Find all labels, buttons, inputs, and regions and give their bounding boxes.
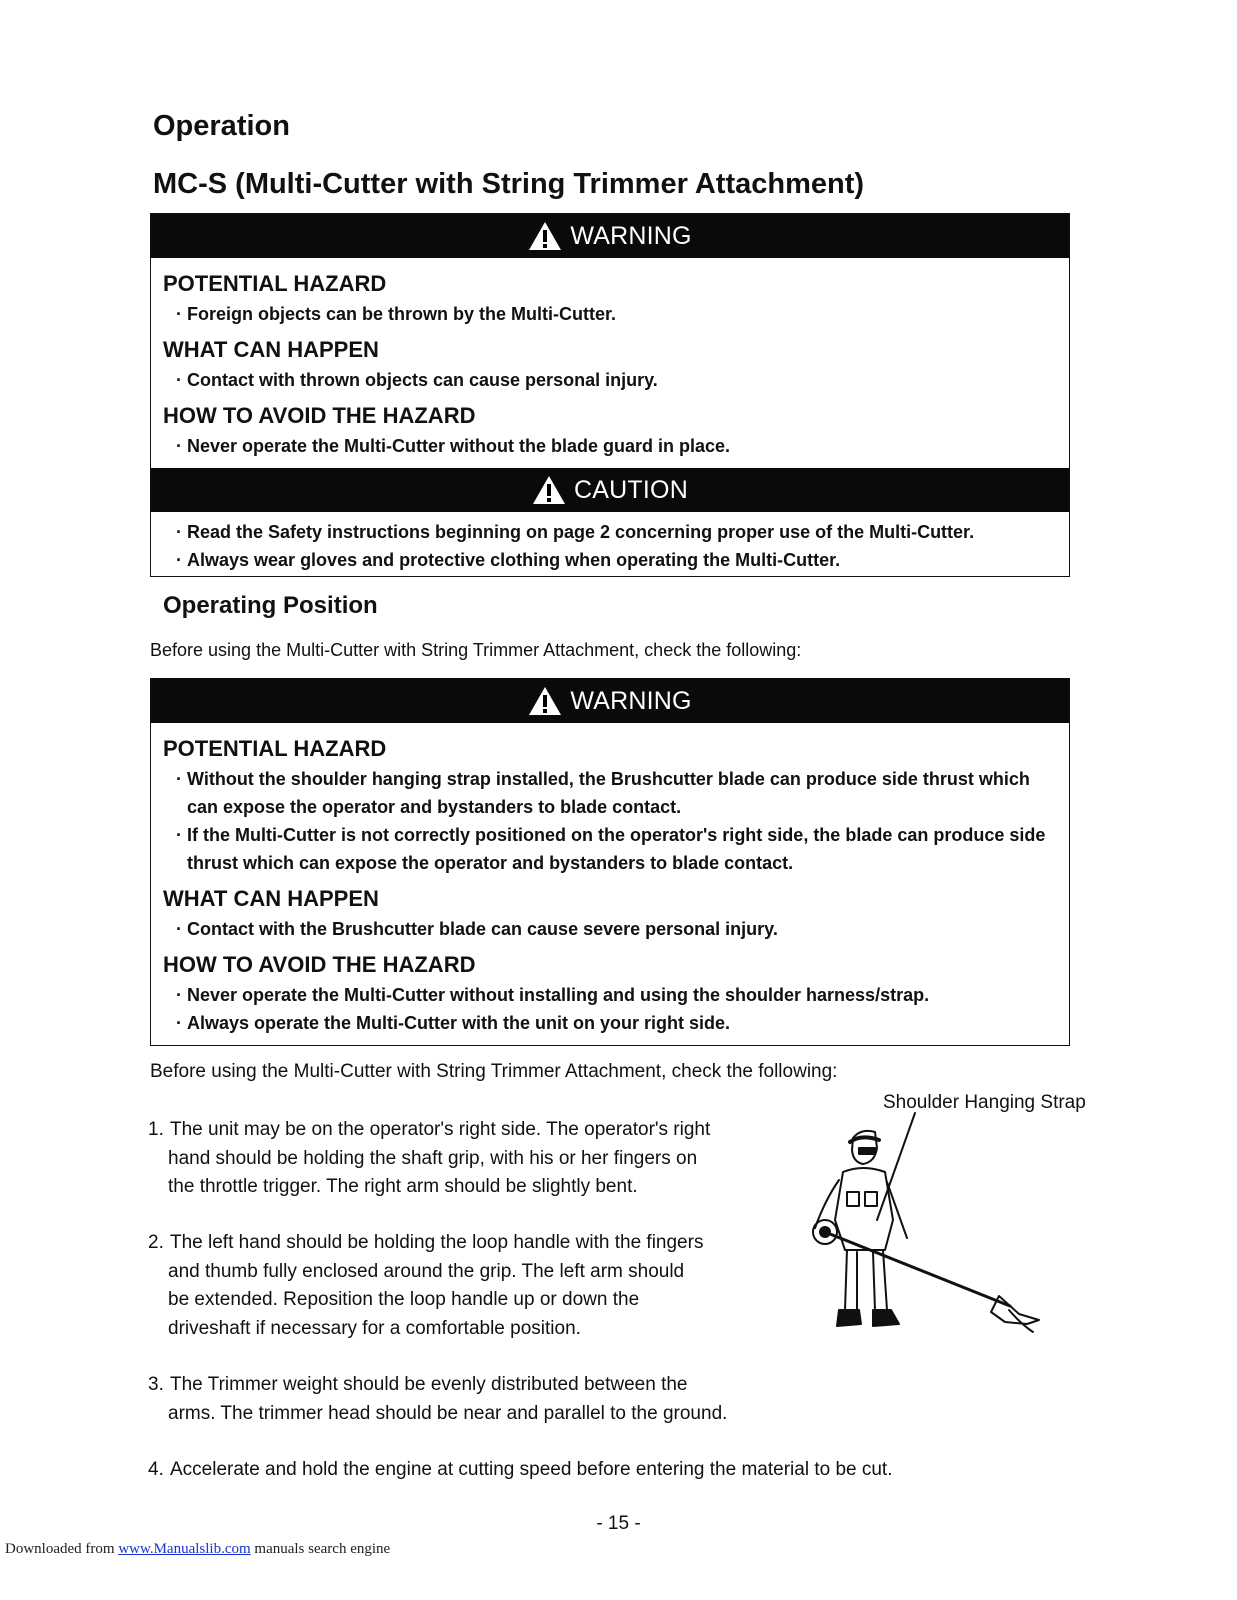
- manualslib-link[interactable]: www.Manualslib.com: [118, 1541, 251, 1557]
- how-to-avoid-heading: HOW TO AVOID THE HAZARD: [163, 403, 476, 428]
- page-title: Operation: [153, 110, 290, 142]
- caution-bar: [151, 468, 1069, 512]
- list-item: · Contact with thrown objects can cause personal injury.: [176, 370, 658, 390]
- step-3: 3. The Trimmer weight should be evenly distributed between the arms. The trimmer head should be near and parallel to the ground.: [148, 1374, 728, 1424]
- list-item: · Always operate the Multi-Cutter with the unit on your right side.: [176, 1013, 731, 1033]
- warning-label: WARNING: [570, 221, 692, 250]
- intro-text: Before using the Multi-Cutter with String Trimmer Attachment, check the following:: [150, 640, 802, 660]
- potential-hazard-heading: POTENTIAL HAZARD: [163, 736, 387, 761]
- download-footer: Downloaded from www.Manualslib.com manuals search engine: [5, 1541, 391, 1557]
- warning-box-1: [150, 213, 1070, 577]
- warning-triangle-icon: [528, 221, 562, 251]
- step-4: 4. Accelerate and hold the engine at cutting speed before entering the material to be cut.: [148, 1459, 893, 1480]
- list-item: · If the Multi-Cutter is not correctly positioned on the operator's right side, the blade can produce side thrust which can expose the operator and bystanders to blade contact.: [176, 825, 1046, 873]
- step-2: 2. The left hand should be holding the loop handle with the fingers and thumb fully enclosed around the grip. The left arm should be extended. Reposition the loop handle up or down the driveshaft if necessary for a comfortable position.: [148, 1232, 704, 1339]
- potential-hazard-heading: POTENTIAL HAZARD: [163, 271, 387, 296]
- list-item: · Contact with the Brushcutter blade can cause severe personal injury.: [176, 919, 778, 939]
- list-item: · Read the Safety instructions beginning on page 2 concerning proper use of the Multi-Cutter.: [176, 522, 975, 542]
- list-item: · Always wear gloves and protective clothing when operating the Multi-Cutter.: [176, 550, 841, 570]
- caution-label: CAUTION: [574, 475, 688, 504]
- warning-bar: [151, 214, 1069, 258]
- figure-label: Shoulder Hanging Strap: [883, 1092, 1086, 1113]
- caution-triangle-icon: [532, 475, 566, 505]
- step-1: 1. The unit may be on the operator's right side. The operator's right hand should be holding the shaft grip, with his or her fingers on the throttle trigger. The right arm should be slightly bent.: [148, 1119, 711, 1197]
- list-item: · Never operate the Multi-Cutter without installing and using the shoulder harness/strap.: [176, 985, 930, 1005]
- list-item: · Foreign objects can be thrown by the Multi-Cutter.: [176, 304, 617, 324]
- warning-box-2: [150, 678, 1070, 1046]
- warning-triangle-icon: [528, 686, 562, 716]
- section-title: MC-S (Multi-Cutter with String Trimmer Attachment): [153, 168, 865, 200]
- list-item: · Without the shoulder hanging strap installed, the Brushcutter blade can produce side thrust which can expose the operator and bystanders to blade contact.: [176, 769, 1030, 817]
- operator-with-trimmer-illustration: [795, 1110, 1055, 1355]
- list-item: · Never operate the Multi-Cutter without the blade guard in place.: [176, 436, 731, 456]
- warning-label: WARNING: [570, 686, 692, 715]
- what-can-happen-heading: WHAT CAN HAPPEN: [163, 886, 379, 911]
- how-to-avoid-heading: HOW TO AVOID THE HAZARD: [163, 952, 476, 977]
- operating-position-heading: Operating Position: [163, 592, 378, 619]
- checklist-intro: Before using the Multi-Cutter with String Trimmer Attachment, check the following:: [150, 1061, 838, 1082]
- what-can-happen-heading: WHAT CAN HAPPEN: [163, 337, 379, 362]
- warning-bar: [151, 679, 1069, 723]
- page-number: - 15 -: [596, 1513, 641, 1534]
